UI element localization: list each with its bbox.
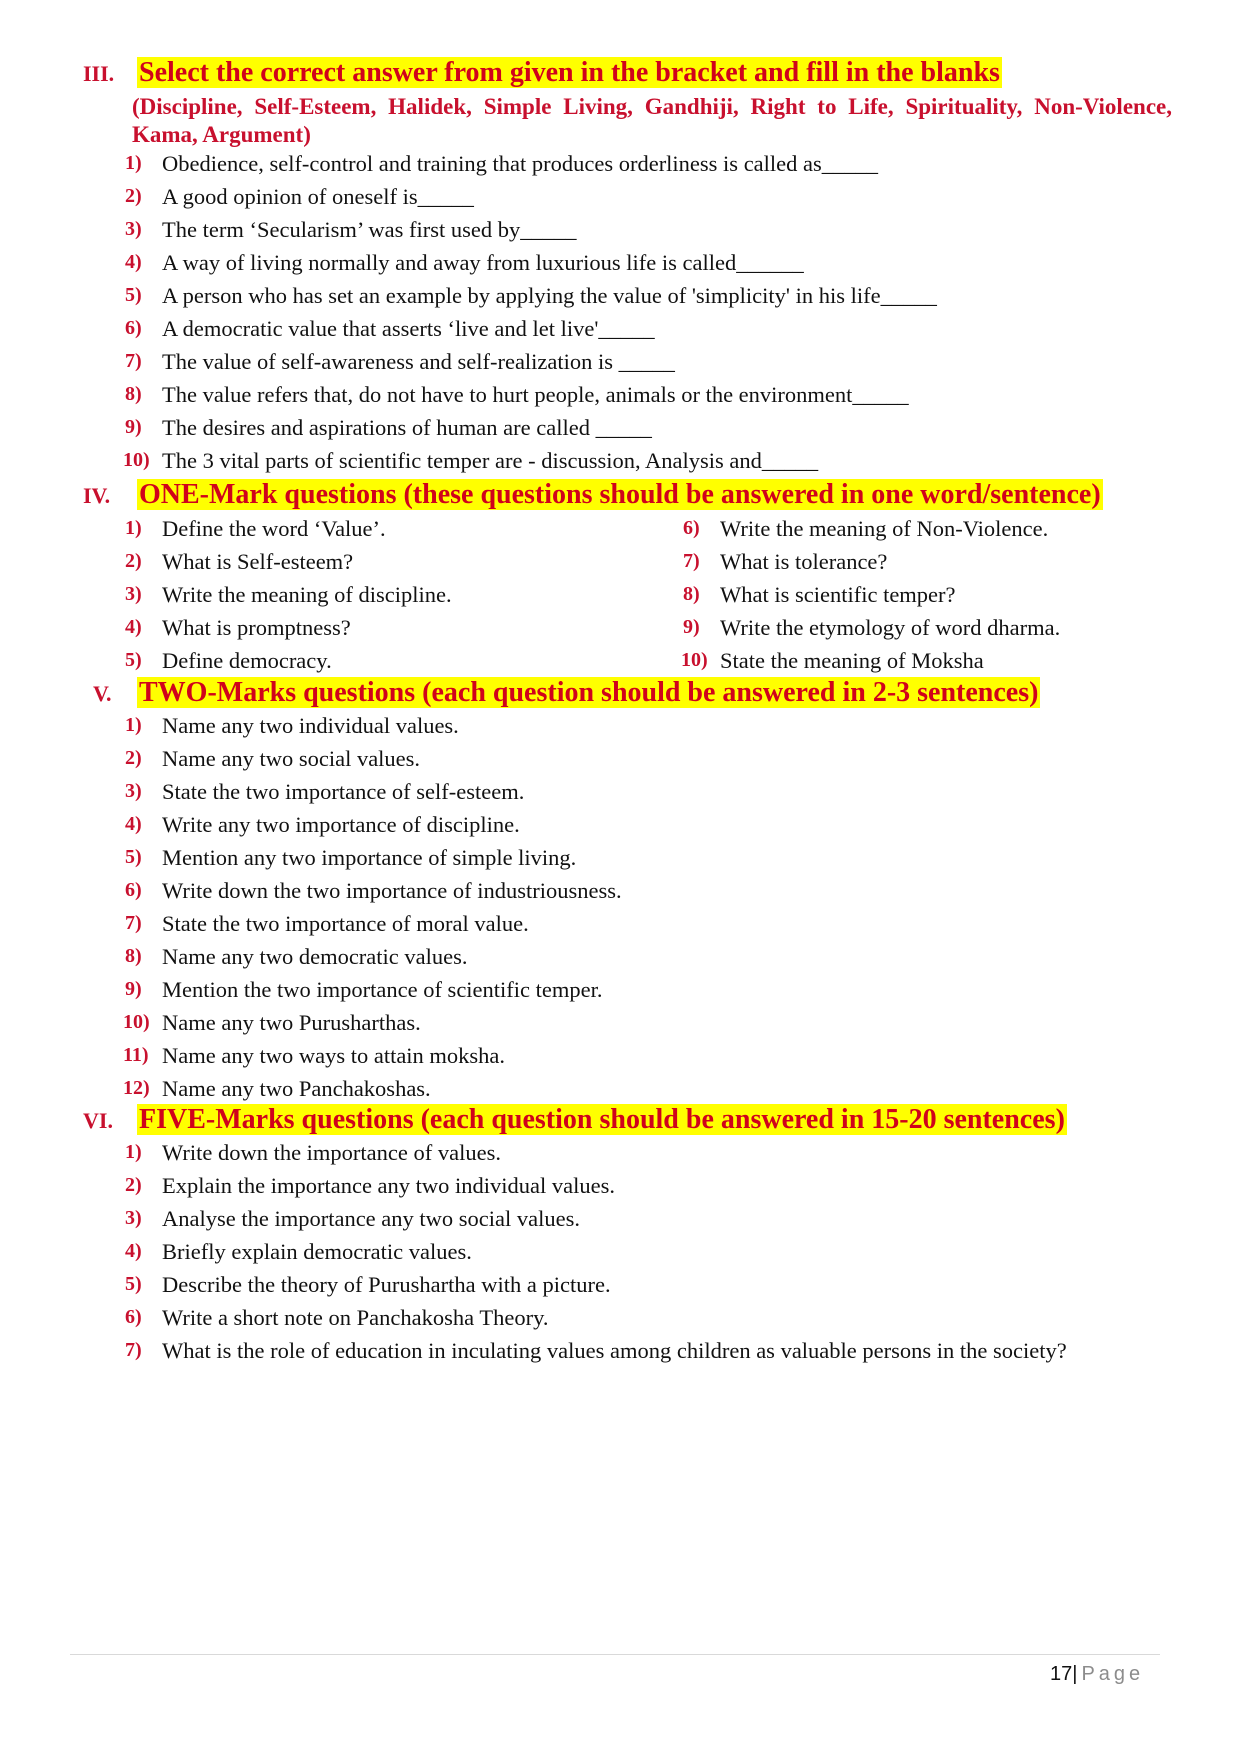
question-item (125, 180, 1185, 213)
question-number: 7) (125, 1339, 142, 1361)
question-text: Write a short note on Panchakosha Theory. (162, 1305, 549, 1330)
section-v-numeral: V. (93, 681, 112, 706)
question-item (683, 545, 1163, 578)
footer-separator: | (1072, 1663, 1078, 1685)
question-text: Name any two individual values. (162, 713, 459, 738)
question-text: Define democracy. (162, 648, 332, 673)
question-text: Write down the two importance of industriousness. (162, 878, 622, 903)
question-number: 10) (123, 449, 150, 471)
question-text: Write the etymology of word dharma. (720, 615, 1061, 640)
question-item (125, 213, 1185, 246)
question-number: 10) (681, 649, 708, 671)
question-text: Mention any two importance of simple living. (162, 845, 577, 870)
question-number: 11) (123, 1044, 149, 1066)
question-item (683, 644, 1163, 677)
question-number: 1) (125, 152, 142, 174)
question-item (125, 345, 1185, 378)
section-vi-heading (83, 1104, 1067, 1136)
question-number: 2) (125, 1174, 142, 1196)
question-number: 6) (125, 1306, 142, 1328)
question-item (125, 545, 675, 578)
question-text: Name any two democratic values. (162, 944, 468, 969)
section-iv-left-list (125, 512, 675, 677)
question-item (125, 940, 1185, 973)
question-text: A way of living normally and away from luxurious life is called______ (162, 250, 804, 275)
question-number: 2) (125, 550, 142, 572)
question-number: 3) (125, 780, 142, 802)
question-text: What is promptness? (162, 615, 351, 640)
section-v-heading (93, 677, 1040, 709)
question-item (125, 1006, 1185, 1039)
question-number: 9) (125, 416, 142, 438)
question-text: Name any two ways to attain moksha. (162, 1043, 506, 1068)
section-vi-list (125, 1136, 1185, 1367)
question-text: A person who has set an example by applying the value of 'simplicity' in his life_____ (162, 283, 937, 308)
question-number: 6) (125, 879, 142, 901)
question-item (125, 147, 1185, 180)
section-iii-title: Select the correct answer from given in the bracket and fill in the blanks (139, 57, 1000, 88)
question-item (125, 1202, 1185, 1235)
question-item (125, 841, 1185, 874)
question-text: The desires and aspirations of human are called _____ (162, 415, 652, 440)
question-text: The value refers that, do not have to hurt people, animals or the environment_____ (162, 382, 909, 407)
question-item (125, 1334, 1185, 1367)
question-text: A good opinion of oneself is_____ (162, 184, 474, 209)
question-number: 3) (125, 583, 142, 605)
question-number: 4) (125, 251, 142, 273)
question-text: What is scientific temper? (720, 582, 956, 607)
page-label: Page (1081, 1663, 1145, 1685)
question-number: 6) (125, 317, 142, 339)
question-number: 10) (123, 1011, 150, 1033)
question-text: A democratic value that asserts ‘live and let live'_____ (162, 316, 655, 341)
question-number: 7) (125, 912, 142, 934)
question-number: 4) (125, 616, 142, 638)
section-iv-heading (83, 479, 1103, 511)
question-item (125, 742, 1185, 775)
question-text: State the two importance of moral value. (162, 911, 529, 936)
question-item (125, 907, 1185, 940)
question-number: 4) (125, 1240, 142, 1262)
question-item (125, 246, 1185, 279)
question-number: 7) (683, 550, 700, 572)
question-number: 1) (125, 517, 142, 539)
question-item (125, 709, 1185, 742)
question-item (125, 1301, 1185, 1334)
question-item (125, 1235, 1185, 1268)
section-v-title: TWO-Marks questions (each question should be answered in 2-3 sentences) (139, 677, 1039, 708)
question-item (125, 775, 1185, 808)
question-text: The 3 vital parts of scientific temper are - discussion, Analysis and_____ (162, 448, 819, 473)
question-text: What is tolerance? (720, 549, 888, 574)
question-number: 12) (123, 1077, 150, 1099)
section-vi-numeral: VI. (83, 1108, 113, 1133)
question-number: 1) (125, 1141, 142, 1163)
question-item (683, 578, 1163, 611)
question-number: 6) (683, 517, 700, 539)
question-item (125, 279, 1185, 312)
section-iii-choices: (Discipline, Self-Esteem, Halidek, Simple Living, Gandhiji, Right to Life, Spirituality, Non-Violence, Kama, Argument) (132, 94, 1172, 147)
question-number: 8) (683, 583, 700, 605)
question-item (125, 312, 1185, 345)
question-text: Name any two Panchakoshas. (162, 1076, 431, 1101)
question-number: 3) (125, 1207, 142, 1229)
question-text: Mention the two importance of scientific temper. (162, 977, 603, 1002)
question-number: 9) (683, 616, 700, 638)
question-text: Name any two social values. (162, 746, 421, 771)
question-text: What is Self-esteem? (162, 549, 354, 574)
question-item (125, 444, 1185, 477)
question-number: 4) (125, 813, 142, 835)
question-text: Write the meaning of discipline. (162, 582, 452, 607)
question-item (125, 644, 675, 677)
question-number: 5) (125, 284, 142, 306)
question-item (683, 611, 1163, 644)
question-item (125, 1268, 1185, 1301)
question-text: Write down the importance of values. (162, 1140, 501, 1165)
question-item (125, 512, 675, 545)
question-number: 2) (125, 747, 142, 769)
question-item (683, 512, 1163, 545)
question-text: Obedience, self-control and training that produces orderliness is called as_____ (162, 151, 879, 176)
question-text: State the meaning of Moksha (720, 648, 984, 673)
question-item (125, 808, 1185, 841)
question-number: 5) (125, 649, 142, 671)
question-item (125, 874, 1185, 907)
footer-divider (70, 1654, 1160, 1655)
page-footer (1050, 1663, 1144, 1686)
section-iv-numeral: IV. (83, 483, 111, 508)
question-text: The term ‘Secularism’ was first used by_____ (162, 217, 577, 242)
question-text: Describe the theory of Purushartha with a picture. (162, 1272, 611, 1297)
question-number: 7) (125, 350, 142, 372)
question-text: What is the role of education in inculating values among children as valuable persons in the society? (162, 1338, 1067, 1363)
section-v-list (125, 709, 1185, 1105)
question-text: Write any two importance of discipline. (162, 812, 520, 837)
question-item (125, 1072, 1185, 1105)
question-item (125, 578, 675, 611)
question-number: 5) (125, 1273, 142, 1295)
section-iii-list (125, 147, 1185, 477)
question-text: Analyse the importance any two social values. (162, 1206, 580, 1231)
question-number: 2) (125, 185, 142, 207)
question-item (125, 378, 1185, 411)
question-number: 5) (125, 846, 142, 868)
question-number: 8) (125, 383, 142, 405)
question-text: Write the meaning of Non-Violence. (720, 516, 1049, 541)
question-item (125, 411, 1185, 444)
question-item (125, 1169, 1185, 1202)
page-number: 17 (1050, 1663, 1073, 1685)
question-number: 1) (125, 714, 142, 736)
question-number: 8) (125, 945, 142, 967)
section-iv-right-list (683, 512, 1163, 677)
question-text: Briefly explain democratic values. (162, 1239, 472, 1264)
question-text: Explain the importance any two individual values. (162, 1173, 616, 1198)
question-item (125, 973, 1185, 1006)
question-text: The value of self-awareness and self-realization is _____ (162, 349, 675, 374)
question-item (125, 1136, 1185, 1169)
question-text: Name any two Purusharthas. (162, 1010, 421, 1035)
question-number: 9) (125, 978, 142, 1000)
section-iv-title: ONE-Mark questions (these questions should be answered in one word/sentence) (139, 479, 1101, 510)
section-vi-title: FIVE-Marks questions (each question should be answered in 15-20 sentences) (139, 1104, 1065, 1135)
question-item (125, 1039, 1185, 1072)
question-text: Define the word ‘Value’. (162, 516, 386, 541)
question-item (125, 611, 675, 644)
section-iii-numeral: III. (83, 61, 115, 86)
question-text: State the two importance of self-esteem. (162, 779, 525, 804)
question-number: 3) (125, 218, 142, 240)
section-iii-heading (83, 57, 1002, 89)
